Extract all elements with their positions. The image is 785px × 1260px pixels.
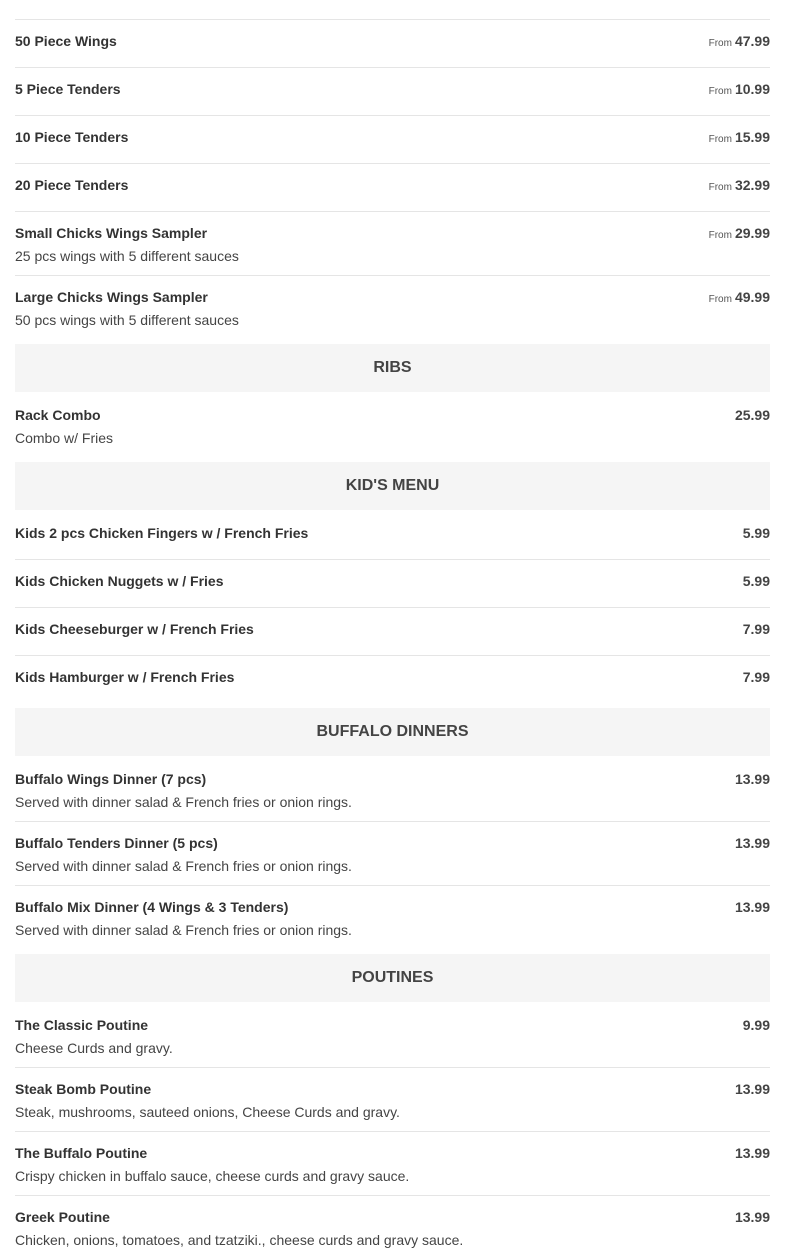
menu-item[interactable] [15,0,770,20]
price-value: 7.99 [742,621,770,637]
item-name: Kids Hamburger w / French Fries [15,669,235,685]
menu-item[interactable] [15,1196,770,1260]
menu-item[interactable] [15,512,770,560]
price-value: 9.99 [742,1017,770,1033]
from-label: From [708,134,732,145]
price-value: 15.99 [734,129,770,145]
price-value: 25.99 [734,407,770,423]
item-name: Buffalo Tenders Dinner (5 pcs) [15,835,218,851]
item-price [735,1209,770,1225]
item-price [743,525,770,541]
section-header-ribs: RIBS [15,344,770,392]
section-header-buffalo-dinners: BUFFALO DINNERS [15,708,770,756]
item-price [735,899,770,915]
item-name: Buffalo Wings Dinner (7 pcs) [15,771,207,787]
item-name: Steak Bomb Poutine [15,1081,152,1097]
item-name: The Buffalo Poutine [15,1145,148,1161]
item-description: Combo w/ Fries [15,430,114,446]
item-price [735,771,770,787]
price-value: 13.99 [734,835,770,851]
item-name: Small Chicks Wings Sampler [15,225,208,241]
item-description: Served with dinner salad & French fries or onion rings. [15,922,352,938]
item-name: Buffalo Mix Dinner (4 Wings & 3 Tenders) [15,899,289,915]
price-value: 29.99 [734,225,770,241]
menu-list [15,0,770,1260]
item-description: Served with dinner salad & French fries or onion rings. [15,858,352,874]
from-label: From [708,182,732,193]
item-name: Kids 2 pcs Chicken Fingers w / French Fries [15,525,309,541]
menu-item[interactable] [15,116,770,164]
item-price [709,81,770,100]
item-description: 25 pcs wings with 5 different sauces [15,248,239,264]
item-name: Large Chicks Wings Sampler [15,289,208,305]
menu-item[interactable] [15,164,770,212]
item-name: Rack Combo [15,407,101,423]
item-description: Chicken, onions, tomatoes, and tzatziki., cheese curds and gravy sauce. [15,1232,464,1248]
menu-item[interactable] [15,608,770,656]
menu-item[interactable] [15,20,770,68]
item-description: Served with dinner salad & French fries or onion rings. [15,794,352,810]
menu-item[interactable] [15,68,770,116]
price-value: 13.99 [734,899,770,915]
menu-item[interactable] [15,560,770,608]
item-price [744,0,770,4]
item-price [709,177,770,196]
item-name: Kids Cheeseburger w / French Fries [15,621,254,637]
item-name: 50 Piece Wings [15,33,117,49]
menu-item[interactable] [15,1132,770,1196]
price-value: 13.99 [734,771,770,787]
price-value: 49.99 [734,289,770,305]
item-price [735,1145,770,1161]
item-name: The Classic Poutine [15,1017,149,1033]
menu-item[interactable] [15,822,770,886]
menu-item[interactable] [15,1068,770,1132]
price-value: 47.99 [734,33,770,49]
item-name: Greek Poutine [15,1209,110,1225]
item-price [709,225,770,244]
menu-item[interactable] [15,276,770,340]
from-label: From [708,38,732,49]
menu-item[interactable] [15,656,770,704]
section-header-kids-menu: KID'S MENU [15,462,770,510]
item-price [735,1081,770,1097]
item-price [735,835,770,851]
item-price [709,289,770,308]
menu-item[interactable] [15,758,770,822]
item-description: Crispy chicken in buffalo sauce, cheese curds and gravy sauce. [15,1168,410,1184]
item-name: Kids Chicken Nuggets w / Fries [15,573,224,589]
price-value: 13.99 [734,1081,770,1097]
price-value: 5.99 [742,573,770,589]
from-label: From [708,86,732,97]
price-value: 7.99 [742,669,770,685]
item-description: Cheese Curds and gravy. [15,1040,173,1056]
from-label: From [708,230,732,241]
item-price [709,33,770,52]
price-value: 5.99 [742,525,770,541]
menu-item[interactable] [15,1004,770,1068]
section-header-poutines: POUTINES [15,954,770,1002]
item-name: 5 Piece Tenders [15,81,121,97]
price-value: 13.99 [734,1145,770,1161]
item-price [743,621,770,637]
price-value: 13.99 [734,1209,770,1225]
item-name: 10 Piece Tenders [15,129,129,145]
item-description: 50 pcs wings with 5 different sauces [15,312,239,328]
price-value: 10.99 [734,81,770,97]
item-price [743,669,770,685]
item-price [709,129,770,148]
menu-item[interactable] [15,394,770,458]
item-name: 20 Piece Tenders [15,177,129,193]
from-label [744,0,767,1]
price-value: 32.99 [734,177,770,193]
menu-item[interactable] [15,886,770,950]
item-description: Steak, mushrooms, sauteed onions, Cheese Curds and gravy. [15,1104,400,1120]
item-price [743,573,770,589]
from-label: From [708,294,732,305]
menu-item[interactable] [15,212,770,276]
item-price [743,1017,770,1033]
item-price [735,407,770,423]
